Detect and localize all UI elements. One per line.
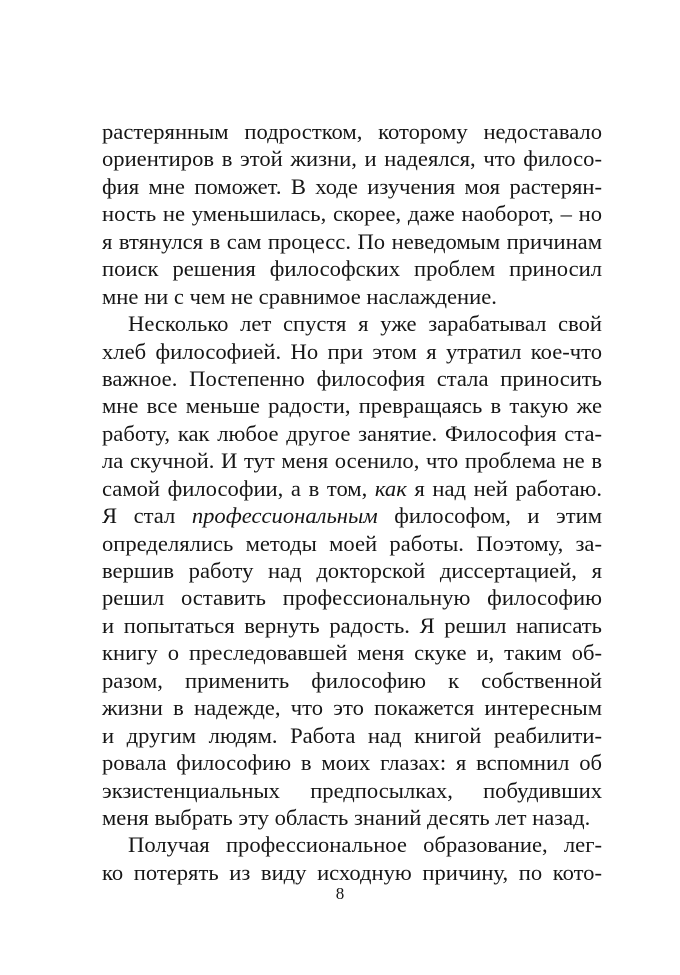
text-line: фия мне поможет. В ходе изучения моя растерян-	[102, 173, 602, 199]
text-line: работу, как любое другое занятие. Философия ста-	[102, 420, 602, 446]
text-line: мне ни с чем не сравнимое наслаждение.	[102, 283, 497, 309]
text-line: Я стал профессиональным философом, и этим	[102, 503, 603, 529]
text-line: жизни в надежде, что это покажется интересным	[102, 695, 602, 721]
text-line: экзистенциальных предпосылках, побудивших	[102, 777, 602, 803]
italic-word: как	[374, 475, 407, 501]
text-line: важное. Постепенно философия стала приносить	[102, 365, 602, 391]
text-line: разом, применить философию к собственной	[102, 667, 602, 693]
text-line: решил оставить профессиональную философию	[102, 585, 602, 611]
italic-word: профессиональным	[191, 503, 378, 529]
text-line: вершив работу над докторской диссертацией, я	[102, 558, 602, 583]
text-line: ла скучной. И тут меня осенило, что проблема не в	[102, 448, 602, 474]
text-line: ко потерять из виду исходную причину, по кото-	[102, 859, 602, 885]
text-line: книгу о преследовавшей меня скуке и, таким об-	[102, 640, 602, 666]
text-line: и другим людям. Работа над книгой реабилити-	[102, 722, 602, 748]
text-line: самой философии, а в том, как я над ней работаю.	[102, 475, 602, 501]
text-line: растерянным подростком, которому недоставало	[102, 119, 602, 144]
text-line-indented: Получая профессиональное образование, лег-	[128, 832, 602, 858]
text-line: хлеб философией. Но при этом я утратил кое-что	[102, 338, 602, 364]
text-line: определялись методы моей работы. Поэтому, за-	[102, 530, 602, 556]
text-line: и попытаться вернуть радость. Я решил написать	[102, 612, 602, 638]
text-line: мне все меньше радости, превращаясь в такую же	[102, 393, 602, 419]
text-line: ность не уменьшилась, скорее, даже наоборот, – но	[102, 201, 602, 227]
text-line: ориентиров в этой жизни, и надеялся, что филосо-	[102, 146, 602, 172]
text-line-indented: Несколько лет спустя я уже зарабатывал свой	[128, 311, 602, 337]
page-number: 8	[335, 884, 345, 903]
text-line: поиск решения философских проблем приносил	[102, 256, 602, 282]
text-line: меня выбрать эту область знаний десять лет назад.	[102, 804, 591, 830]
text-line: я втянулся в сам процесс. По неведомым причинам	[102, 228, 602, 254]
text-line: ровала философию в моих глазах: я вспомнил об	[102, 750, 602, 776]
body-text	[102, 118, 602, 886]
